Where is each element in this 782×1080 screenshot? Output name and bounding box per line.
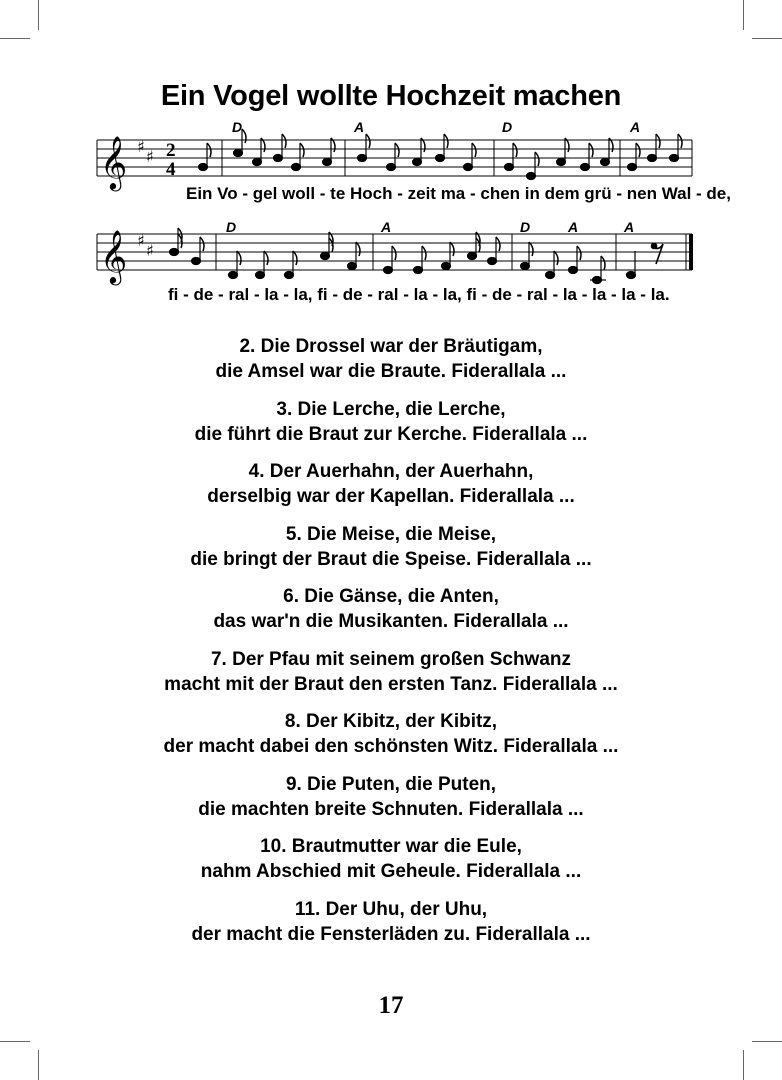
chord-symbol: A bbox=[381, 219, 392, 235]
verse-line: 5. Die Meise, die Meise, bbox=[285, 523, 497, 545]
chord-symbol: D bbox=[520, 219, 531, 235]
verse bbox=[0, 397, 782, 460]
lyrics-line-2: fi - de - ral - la - la, fi - de - ral - la - la, fi - de - ral - la - la - la - la. bbox=[168, 285, 670, 304]
verse-line: das war'n die Musikanten. Fiderallala ... bbox=[213, 611, 569, 632]
verse bbox=[0, 709, 782, 772]
verse bbox=[0, 584, 782, 647]
verse bbox=[0, 522, 782, 585]
chord-symbol: A bbox=[624, 219, 635, 235]
verse-line: 7. Der Pfau mit seinem großen Schwanz bbox=[210, 648, 572, 670]
verse bbox=[0, 897, 782, 960]
time-signature-top: 2 bbox=[166, 140, 176, 161]
treble-clef-icon: 𝄞 bbox=[100, 229, 128, 283]
verses bbox=[0, 334, 782, 959]
verse-line: 10. Brautmutter war die Eule, bbox=[260, 836, 522, 857]
chord-symbol: A bbox=[354, 119, 365, 135]
music-staff-1 bbox=[0, 0, 782, 330]
treble-clef-icon: 𝄞 bbox=[100, 135, 128, 189]
crop-mark bbox=[0, 1041, 30, 1042]
crop-mark bbox=[743, 1050, 744, 1080]
chord-symbol: D bbox=[226, 219, 237, 235]
verse-line: die Amsel war die Braute. Fiderallala ... bbox=[215, 361, 567, 382]
page-number: 17 bbox=[378, 992, 404, 1019]
verse bbox=[0, 772, 782, 835]
sharp-icon: ♯ bbox=[137, 137, 145, 156]
sharp-icon: ♯ bbox=[146, 241, 154, 260]
verse bbox=[0, 647, 782, 710]
verse-line: 11. Der Uhu, der Uhu, bbox=[294, 898, 488, 920]
verse bbox=[0, 459, 782, 522]
verse-line: nahm Abschied mit Geheule. Fiderallala ... bbox=[200, 861, 582, 882]
verse bbox=[0, 334, 782, 397]
verse-line: die führt die Braut zur Kerche. Fiderallala ... bbox=[194, 423, 588, 445]
verse-line: die machten breite Schnuten. Fiderallala ... bbox=[198, 798, 584, 820]
verse bbox=[0, 834, 782, 897]
chord-symbol: A bbox=[630, 119, 641, 135]
chord-symbol: D bbox=[502, 119, 513, 135]
verse-line: die bringt der Braut die Speise. Fiderallala ... bbox=[190, 548, 592, 570]
chord-symbol: D bbox=[232, 119, 243, 135]
sharp-icon: ♯ bbox=[137, 231, 145, 250]
verse-line: derselbig war der Kapellan. Fiderallala ... bbox=[207, 486, 575, 507]
verse-line: 3. Die Lerche, die Lerche, bbox=[276, 398, 506, 420]
verse-line: 4. Der Auerhahn, der Auerhahn, bbox=[248, 461, 534, 482]
crop-mark bbox=[38, 1050, 39, 1080]
crop-mark bbox=[752, 1041, 782, 1042]
verse-line: 8. Der Kibitz, der Kibitz, bbox=[284, 711, 498, 732]
verse-line: 9. Die Puten, die Puten, bbox=[285, 773, 497, 795]
lyrics-line-1: Ein Vo - gel woll - te Hoch - zeit ma - chen in dem grü - nen Wal - de, bbox=[186, 184, 731, 203]
verse-line: macht mit der Braut den ersten Tanz. Fiderallala ... bbox=[164, 673, 618, 695]
time-signature-bottom: 4 bbox=[166, 159, 176, 180]
verse-line: der macht dabei den schönsten Witz. Fiderallala ... bbox=[163, 736, 619, 757]
verse-line: 6. Die Gänse, die Anten, bbox=[283, 586, 499, 607]
verse-line: der macht die Fensterläden zu. Fiderallala ... bbox=[191, 923, 591, 945]
verse-line: 2. Die Drossel war der Bräutigam, bbox=[239, 336, 543, 357]
chord-symbol: A bbox=[568, 219, 579, 235]
sharp-icon: ♯ bbox=[146, 147, 154, 166]
song-title: Ein Vogel wollte Hochzeit machen bbox=[160, 80, 622, 112]
